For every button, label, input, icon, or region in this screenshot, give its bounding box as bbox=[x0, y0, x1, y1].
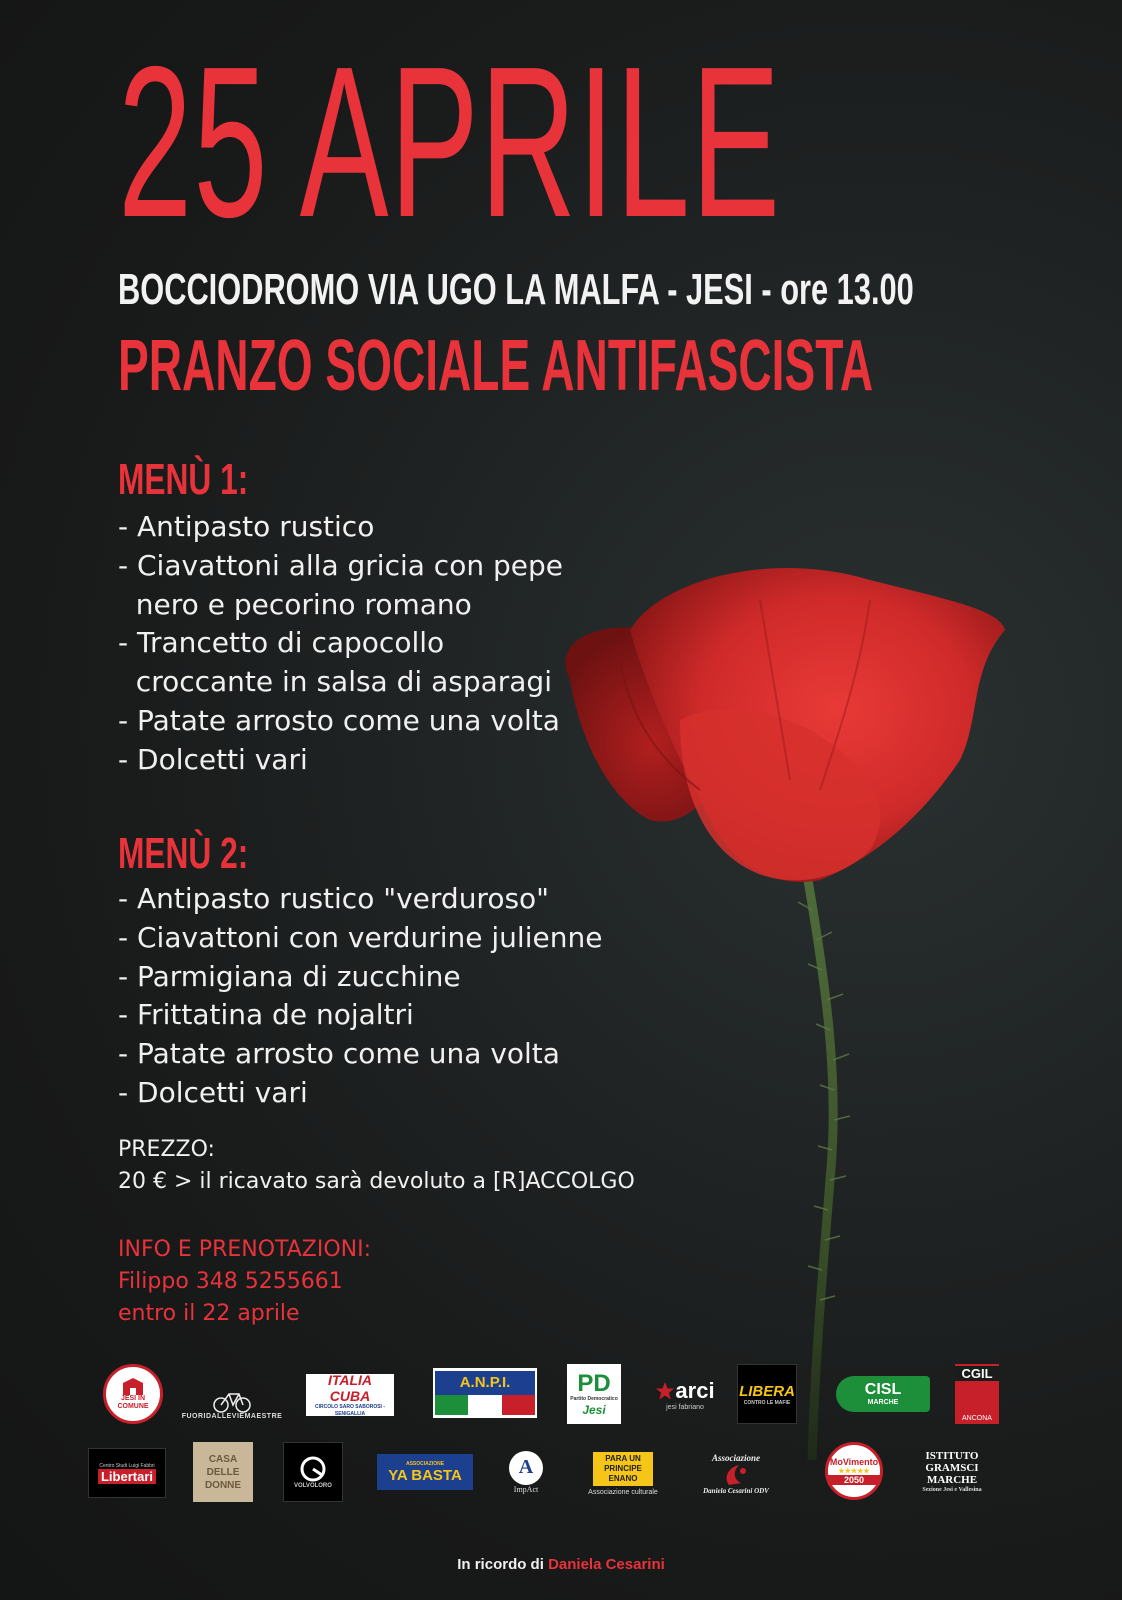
poppy-flower-illustration bbox=[540, 560, 1040, 1460]
impact-a-icon: A bbox=[509, 1451, 543, 1485]
libertari-logo: Centro Studi Luigi Fabbri Libertari bbox=[88, 1448, 166, 1498]
list-item: - Dolcetti vari bbox=[118, 742, 308, 776]
poster-title: 25 APRILE bbox=[118, 21, 782, 262]
circle-mark-icon bbox=[299, 1455, 327, 1483]
list-item: - Ciavattoni con verdurine julienne bbox=[118, 920, 603, 954]
event-name: PRANZO SOCIALE ANTIFASCISTA bbox=[118, 326, 874, 406]
info-label: INFO E PRENOTAZIONI: bbox=[118, 1237, 372, 1262]
star-icon bbox=[655, 1381, 675, 1401]
list-item: nero e pecorino romano bbox=[118, 587, 472, 621]
jesi-in-comune-logo: JESI IN COMUNE bbox=[103, 1364, 163, 1424]
menu1-heading: MENÙ 1: bbox=[118, 455, 249, 504]
list-item: - Patate arrosto come una volta bbox=[118, 703, 560, 737]
anpi-logo: A.N.P.I. bbox=[433, 1368, 537, 1418]
associazione-daniela-cesarini-logo: Associazione Daniela Cesarini ODV bbox=[703, 1453, 769, 1495]
menu2-list bbox=[118, 880, 602, 1113]
libera-logo: LIBERA CONTRO LE MAFIE bbox=[737, 1364, 797, 1424]
price-text: 20 € > il ricavato sarà devoluto a [R]ACCOLGO bbox=[118, 1169, 635, 1194]
italian-flag-icon bbox=[435, 1395, 535, 1415]
menu2-heading: MENÙ 2: bbox=[118, 829, 249, 878]
movimento-2050-logo: MoVimento ★★★★★ 2050 bbox=[825, 1442, 883, 1500]
partito-democratico-logo: PD Partito Democratico Jesi bbox=[567, 1364, 621, 1424]
list-item: - Frittatina de nojaltri bbox=[118, 998, 414, 1032]
list-item: - Ciavattoni alla gricia con pepe bbox=[118, 548, 563, 582]
casa-delle-donne-logo: CASA DELLE DONNE bbox=[193, 1442, 253, 1502]
info-deadline: entro il 22 aprile bbox=[118, 1301, 300, 1326]
cgil-ancona-logo: CGIL ANCONA bbox=[955, 1364, 999, 1424]
fuori-dalle-vie-maestre-logo: FUORIDALLEVIEMAESTRE bbox=[190, 1374, 274, 1420]
castle-icon bbox=[122, 1377, 144, 1395]
volvoloro-logo: VOLVOLORO bbox=[283, 1442, 343, 1502]
bicycle-icon bbox=[212, 1389, 252, 1413]
five-stars-icon: ★★★★★ bbox=[838, 1468, 870, 1475]
ya-basta-logo: ASSOCIAZIONE YA BASTA bbox=[377, 1454, 473, 1490]
list-item: croccante in salsa di asparagi bbox=[118, 665, 552, 699]
impact-logo: A ImpAct bbox=[503, 1442, 549, 1502]
list-item: - Dolcetti vari bbox=[118, 1075, 308, 1109]
istituto-gramsci-marche-logo: ISTITUTO GRAMSCI MARCHE Sezione Jesi e Vallesina bbox=[922, 1450, 982, 1493]
arci-logo: arci jesi fabriano bbox=[648, 1372, 722, 1416]
list-item: - Antipasto rustico "verduroso" bbox=[118, 882, 550, 915]
memorial-prefix: In ricordo di bbox=[457, 1556, 544, 1573]
memorial-line bbox=[0, 1556, 1122, 1573]
list-item: - Parmigiana di zucchine bbox=[118, 959, 461, 993]
list-item: - Antipasto rustico bbox=[118, 510, 375, 543]
menu1-list bbox=[118, 508, 563, 780]
list-item: - Patate arrosto come una volta bbox=[118, 1037, 560, 1071]
cesarini-mark-icon bbox=[721, 1463, 751, 1487]
memorial-name: Daniela Cesarini bbox=[548, 1556, 665, 1573]
list-item: - Trancetto di capocollo bbox=[118, 626, 445, 660]
italia-cuba-logo: ITALIA CUBA CIRCOLO SARO SABOROSI - SENIGALLIA bbox=[306, 1374, 394, 1416]
cisl-marche-logo: CISL MARCHE bbox=[836, 1376, 930, 1412]
info-phone: Filippo 348 5255661 bbox=[118, 1269, 343, 1294]
para-un-principe-enano-logo: PARA UN PRINCIPE ENANO Associazione culturale bbox=[588, 1454, 658, 1496]
price-label: PREZZO: bbox=[118, 1137, 215, 1162]
venue-line: BOCCIODROMO VIA UGO LA MALFA - JESI - ore 13.00 bbox=[118, 265, 914, 314]
